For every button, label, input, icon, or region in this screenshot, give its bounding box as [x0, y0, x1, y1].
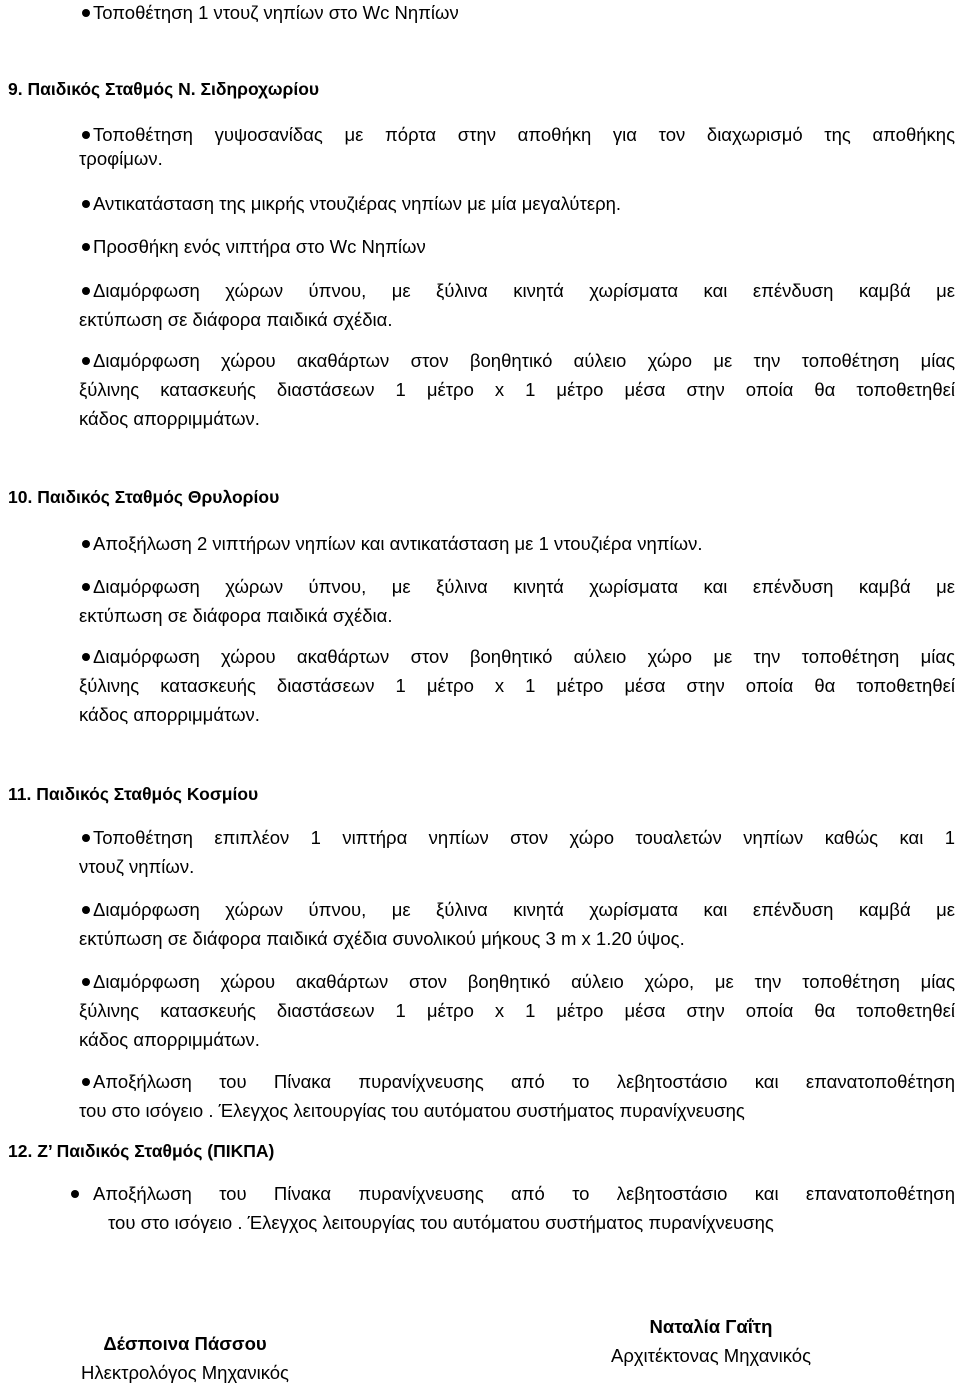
bullet-icon	[82, 287, 90, 295]
list-item-line: τροφίμων.	[79, 148, 163, 169]
list-item-line: κάδος απορριμμάτων.	[79, 408, 260, 429]
bullet-icon	[82, 200, 90, 208]
section-heading-12: 12. Ζ’ Παιδικός Σταθμός (ΠΙΚΠΑ)	[8, 1141, 275, 1161]
bullet-icon	[82, 653, 90, 661]
list-item-line: κάδος απορριμμάτων.	[79, 704, 260, 725]
list-item-line: εκτύπωση σε διάφορα παιδικά σχέδια.	[79, 309, 393, 330]
list-item-line: Προσθήκη ενός νιπτήρα στο Wc Νηπίων	[93, 236, 426, 257]
signature-left-title: Ηλεκτρολόγος Μηχανικός	[81, 1362, 289, 1383]
list-item-line: Αντικατάσταση της μικρής ντουζιέρας νηπίων με μία μεγαλύτερη.	[93, 193, 622, 214]
section-heading-11: 11. Παιδικός Σταθμός Κοσμίου	[8, 784, 259, 804]
list-item-line: Διαμόρφωση χώρων ύπνου, με ξύλινα κινητά χωρίσματα και επένδυση καμβά με	[93, 280, 955, 301]
signature-left-name: Δέσποινα Πάσσου	[103, 1333, 267, 1354]
list-item-line: Τοποθέτηση επιπλέον 1 νιπτήρα νηπίων στον χώρο τουαλετών νηπίων καθώς και 1	[93, 827, 955, 848]
list-item-line: ξύλινης κατασκευής διαστάσεων 1 μέτρο x 1 μέτρο μέσα στην οποία θα τοποθετηθεί	[79, 1000, 955, 1021]
bullet-icon	[71, 1190, 79, 1198]
bullet-icon	[82, 583, 90, 591]
list-item-line: εκτύπωση σε διάφορα παιδικά σχέδια συνολικού μήκους 3 m x 1.20 ύψος.	[79, 928, 685, 949]
bullet-icon	[82, 9, 90, 17]
list-item-line: εκτύπωση σε διάφορα παιδικά σχέδια.	[79, 605, 393, 626]
list-item-line: Αποξήλωση 2 νιπτήρων νηπίων και αντικατάσταση με 1 ντουζιέρα νηπίων.	[93, 533, 703, 554]
bullet-icon	[82, 906, 90, 914]
list-item-line: ντουζ νηπίων.	[79, 856, 195, 877]
list-item-line: κάδος απορριμμάτων.	[79, 1029, 260, 1050]
list-item-line: Τοποθέτηση γυψοσανίδας με πόρτα στην αποθήκη για τον διαχωρισμό της αποθήκης	[93, 124, 955, 145]
list-item-line: του στο ισόγειο . Έλεγχος λειτουργίας του αυτόματου συστήματος πυρανίχνευσης	[108, 1212, 774, 1233]
list-item-line: Διαμόρφωση χώρου ακαθάρτων στον βοηθητικό αύλειο χώρο με την τοποθέτηση μίας	[93, 646, 955, 667]
list-item-line: Διαμόρφωση χώρων ύπνου, με ξύλινα κινητά χωρίσματα και επένδυση καμβά με	[93, 899, 955, 920]
bullet-icon	[82, 1078, 90, 1086]
list-item-line: Διαμόρφωση χώρου ακαθάρτων στον βοηθητικό αύλειο χώρο, με την τοποθέτηση μίας	[93, 971, 955, 992]
bullet-icon	[82, 243, 90, 251]
list-item-line: Διαμόρφωση χώρου ακαθάρτων στον βοηθητικό αύλειο χώρο με την τοποθέτηση μίας	[93, 350, 955, 371]
list-item-line: Διαμόρφωση χώρων ύπνου, με ξύλινα κινητά χωρίσματα και επένδυση καμβά με	[93, 576, 955, 597]
bullet-icon	[82, 978, 90, 986]
list-item-line: Αποξήλωση του Πίνακα πυρανίχνευσης από το λεβητοστάσιο και επανατοποθέτηση	[93, 1071, 955, 1092]
signature-right-name: Ναταλία Γαΐτη	[649, 1316, 773, 1337]
bullet-icon	[82, 357, 90, 365]
list-item-line: ξύλινης κατασκευής διαστάσεων 1 μέτρο x 1 μέτρο μέσα στην οποία θα τοποθετηθεί	[79, 675, 955, 696]
bullet-icon	[82, 834, 90, 842]
list-item-line: Αποξήλωση του Πίνακα πυρανίχνευσης από το λεβητοστάσιο και επανατοποθέτηση	[93, 1183, 955, 1204]
bullet-icon	[82, 540, 90, 548]
list-item-line: ξύλινης κατασκευής διαστάσεων 1 μέτρο x 1 μέτρο μέσα στην οποία θα τοποθετηθεί	[79, 379, 955, 400]
list-item-line: του στο ισόγειο . Έλεγχος λειτουργίας του αυτόματου συστήματος πυρανίχνευσης	[79, 1100, 745, 1121]
section-heading-9: 9. Παιδικός Σταθμός Ν. Σιδηροχωρίου	[8, 79, 320, 99]
section-heading-10: 10. Παιδικός Σταθμός Θρυλορίου	[8, 487, 280, 507]
signature-right-title: Αρχιτέκτονας Μηχανικός	[610, 1345, 812, 1366]
list-item-line: Τοποθέτηση 1 ντουζ νηπίων στο Wc Νηπίων	[93, 2, 459, 23]
bullet-icon	[82, 131, 90, 139]
